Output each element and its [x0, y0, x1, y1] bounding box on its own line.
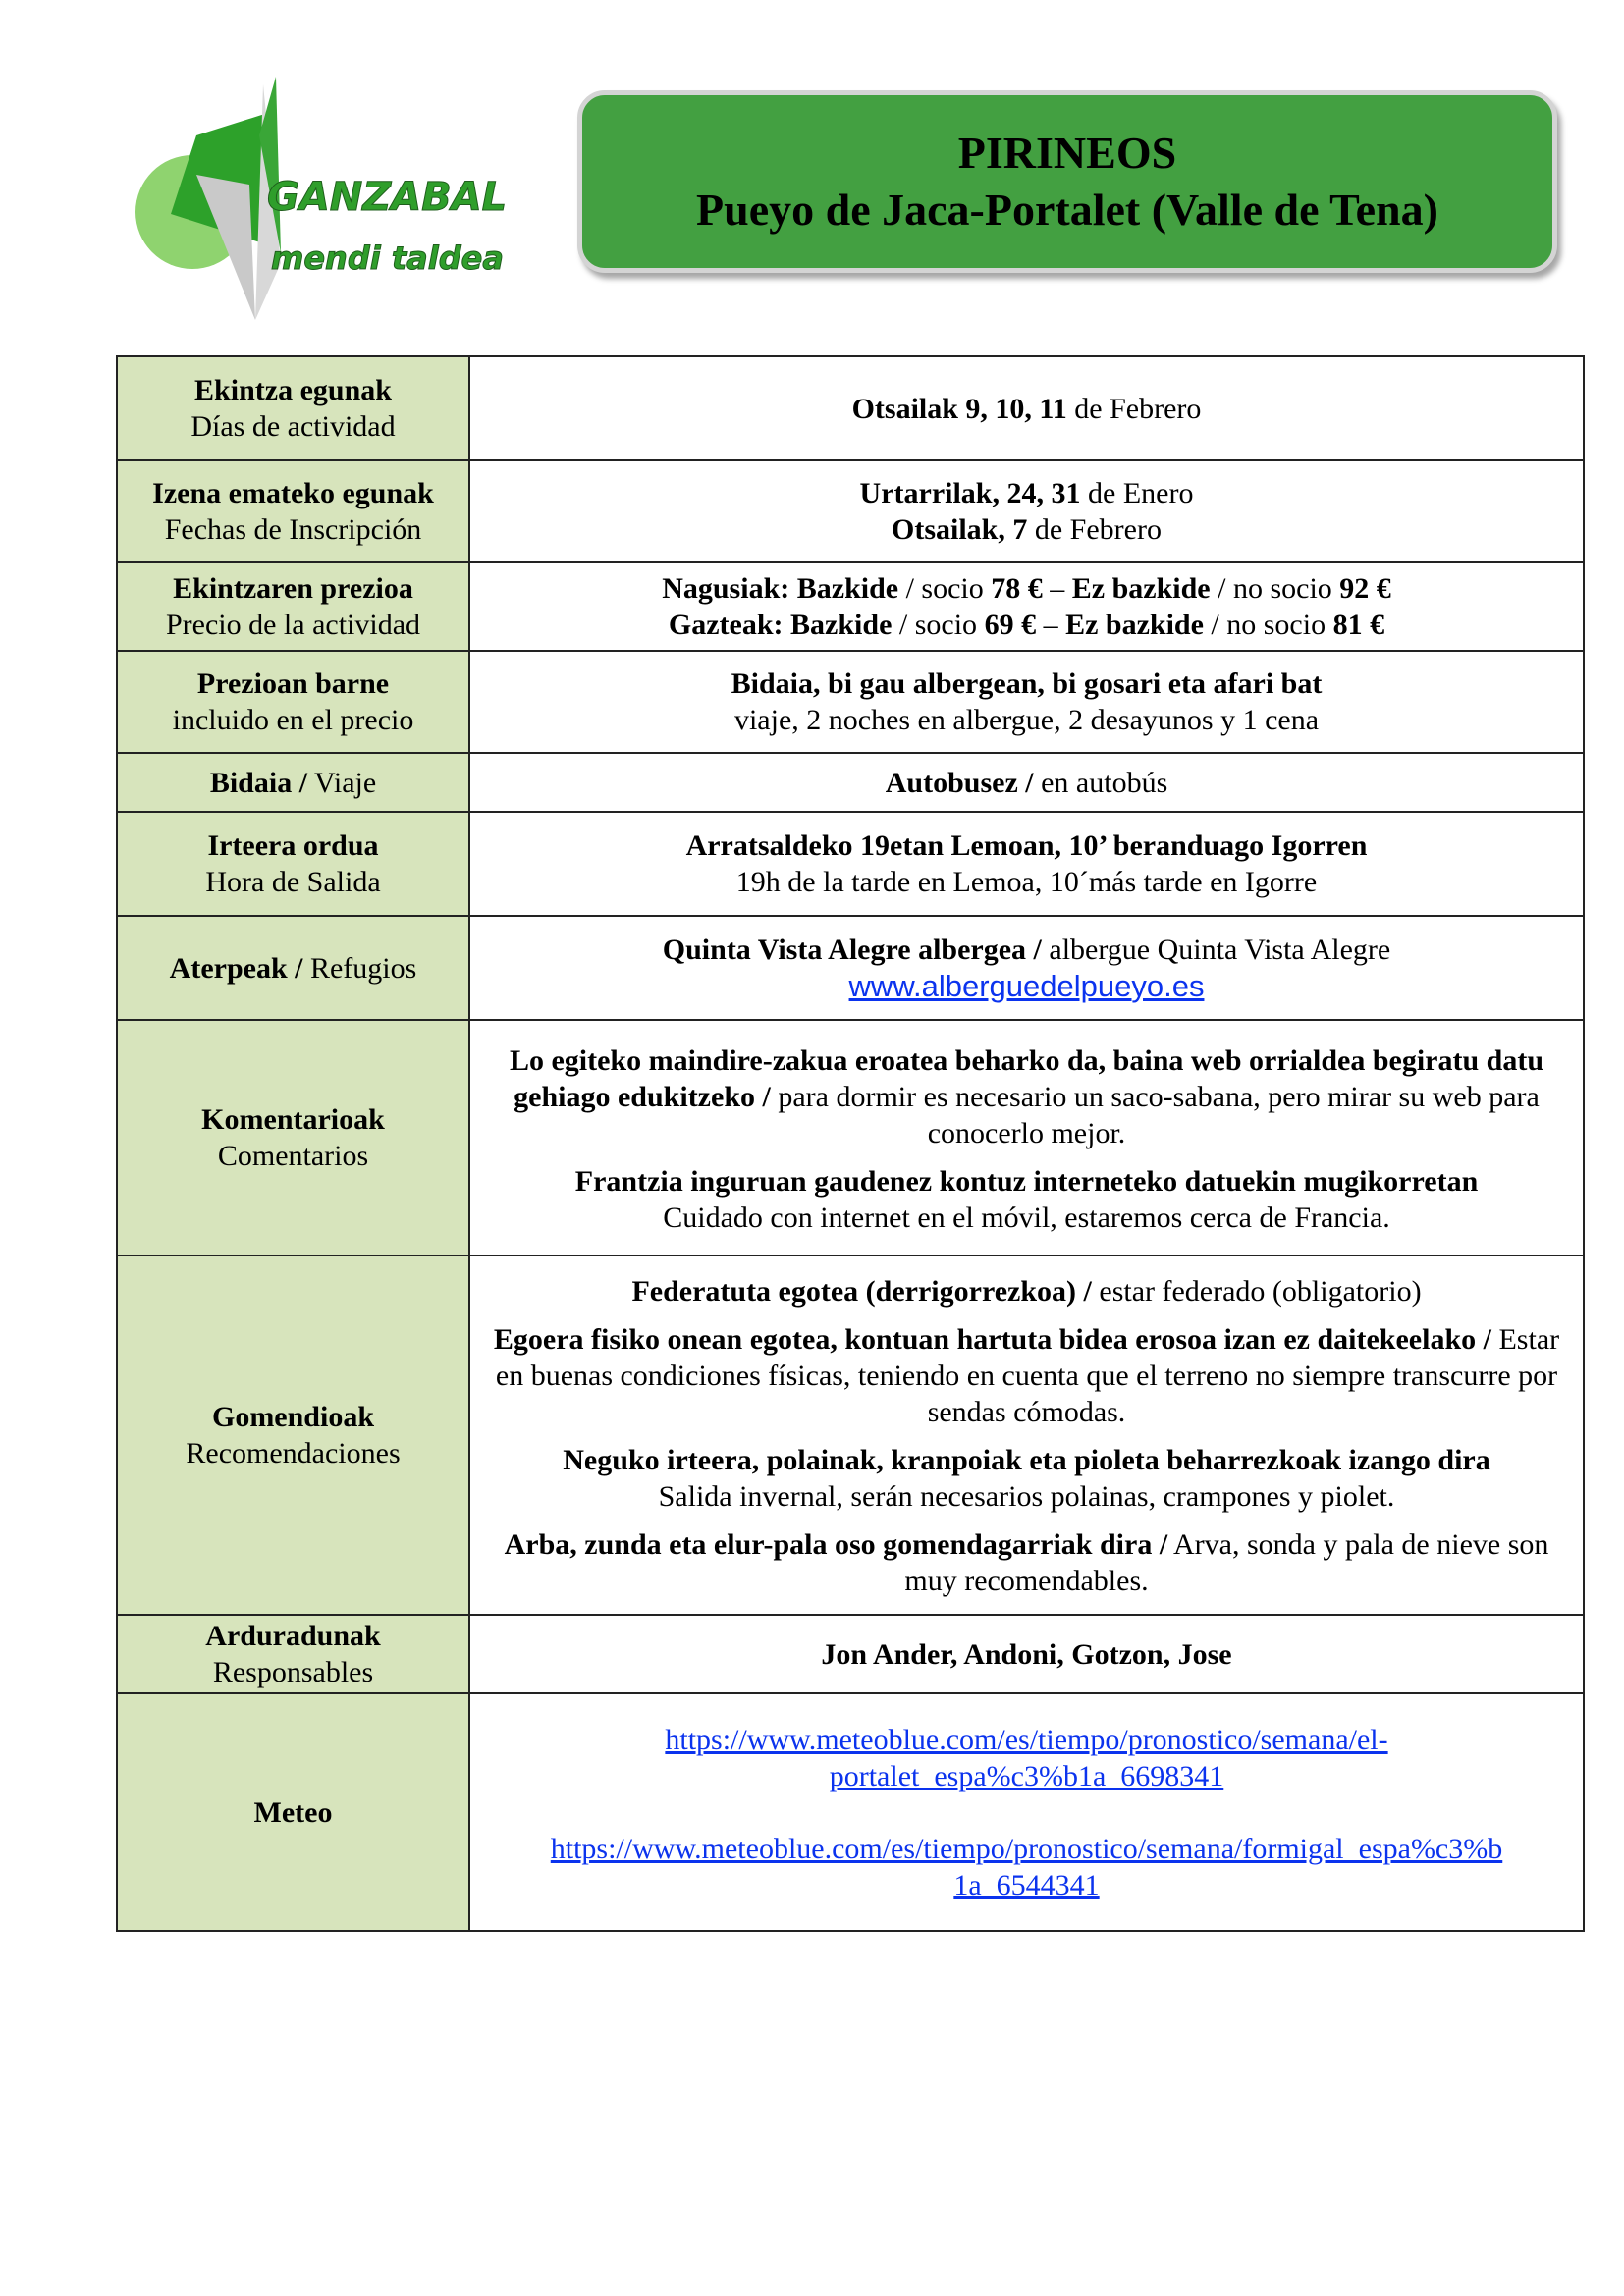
table-row: [117, 1615, 1584, 1693]
recommendation-paragraph: Neguko irteera, polainak, kranpoiak eta pioleta beharrezkoak izango dira Salida invernal, serán necesarios polainas, crampones y piolet.: [563, 1444, 1490, 1513]
row-label-eu: Arduradunak: [205, 1620, 381, 1652]
label-cell: [117, 1615, 469, 1693]
table-row: [117, 753, 1584, 812]
label-cell: [117, 460, 469, 562]
value-cell: [469, 356, 1584, 460]
registration-line1-es: de Enero: [1080, 477, 1194, 509]
row-label-es: Días de actividad: [190, 410, 396, 443]
value-cell: [469, 1020, 1584, 1255]
logo-text-mendi-taldea: mendi taldea: [271, 240, 504, 277]
table-row: [117, 651, 1584, 753]
table-row: [117, 1255, 1584, 1615]
registration-line2-es: de Febrero: [1027, 513, 1162, 546]
price-youth: Gazteak: Bazkide / socio 69 € – Ez bazkide / no socio 81 €: [668, 609, 1385, 641]
row-label-es: Precio de la actividad: [165, 609, 421, 641]
label-cell: [117, 562, 469, 651]
value-cell: [469, 753, 1584, 812]
table-row: [117, 356, 1584, 460]
refuge-eu: Quinta Vista Alegre albergea /: [662, 933, 1042, 966]
banner-title: PIRINEOS: [957, 128, 1177, 178]
row-label-eu: Bidaia /: [209, 766, 308, 799]
row-label-es: incluido en el precio: [172, 704, 414, 736]
logo-text-ganzabal: GANZABAL: [267, 175, 507, 220]
label-cell: [117, 753, 469, 812]
included-es: viaje, 2 noches en albergue, 2 desayunos y 1 cena: [733, 704, 1320, 736]
registration-line2-eu: Otsailak, 7: [892, 513, 1028, 546]
row-label-eu: Irteera ordua: [207, 829, 379, 862]
recommendation-paragraph: Egoera fisiko onean egotea, kontuan hartuta bidea erosoa izan ez daitekeelako / Estar en buenas condiciones físicas, teniendo en cuenta que el terreno no siempre transcurre por sendas cómodas.: [493, 1323, 1560, 1428]
ganzabal-logo: [134, 77, 507, 322]
row-label-es: Responsables: [212, 1656, 374, 1688]
label-cell: [117, 812, 469, 916]
recommendation-paragraph: Arba, zunda eta elur-pala oso gomendagarriak dira / Arva, sonda y pala de nieve son muy recomendables.: [504, 1528, 1549, 1597]
refuge-es: albergue Quinta Vista Alegre: [1041, 933, 1391, 966]
label-cell: [117, 356, 469, 460]
row-label-es: Comentarios: [217, 1140, 369, 1172]
recommendation-paragraph: Federatuta egotea (derrigorrezkoa) / estar federado (obligatorio): [631, 1275, 1422, 1308]
activity-info-table: [116, 355, 1585, 1932]
row-label-eu: Izena emateko egunak: [152, 477, 434, 509]
table-row: [117, 460, 1584, 562]
label-cell: [117, 916, 469, 1020]
mountain-logo-icon: [134, 77, 507, 322]
comment-paragraph: Frantzia inguruan gaudenez kontuz interneteko datuekin mugikorretan Cuidado con internet en el móvil, estaremos cerca de Francia.: [574, 1164, 1479, 1234]
row-label-es: Recomendaciones: [186, 1437, 401, 1469]
row-label-eu: Ekintza egunak: [194, 374, 392, 406]
row-label-es: Fechas de Inscripción: [164, 513, 422, 546]
value-cell: [469, 812, 1584, 916]
departure-eu: Arratsaldeko 19etan Lemoan, 10’ beranduago Igorren: [685, 829, 1368, 862]
label-cell: [117, 1255, 469, 1615]
meteo-link-formigal[interactable]: https://www.meteoblue.com/es/tiempo/pronostico/semana/formigal_espa%c3%b 1a_6544341: [550, 1832, 1503, 1901]
row-label-es: Hora de Salida: [205, 866, 381, 898]
meteo-link-portalet[interactable]: https://www.meteoblue.com/es/tiempo/pronostico/semana/el- portalet_espa%c3%b1a_6698341: [665, 1723, 1388, 1792]
table-row: [117, 916, 1584, 1020]
row-label-eu: Prezioan barne: [196, 667, 390, 700]
value-cell: [469, 651, 1584, 753]
value-cell: [469, 1255, 1584, 1615]
refuge-website-link[interactable]: www.alberguedelpueyo.es: [848, 968, 1205, 1003]
meteo-label: Meteo: [117, 1693, 469, 1931]
label-cell: [117, 651, 469, 753]
price-adults: Nagusiak: Bazkide / socio 78 € – Ez bazkide / no socio 92 €: [662, 572, 1391, 605]
value-cell: [469, 562, 1584, 651]
banner-subtitle: Pueyo de Jaca-Portalet (Valle de Tena): [696, 185, 1438, 235]
dates-value-eu: Otsailak 9, 10, 11: [851, 392, 1067, 425]
row-label-eu: Komentarioak: [201, 1103, 385, 1136]
table-row: [117, 1020, 1584, 1255]
label-cell: [117, 1020, 469, 1255]
included-eu: Bidaia, bi gau albergean, bi gosari eta afari bat: [731, 667, 1323, 700]
row-label-es: Refugios: [302, 951, 417, 985]
travel-eu: Autobusez /: [885, 766, 1034, 799]
departure-es: 19h de la tarde en Lemoa, 10´más tarde en Igorre: [735, 866, 1318, 898]
dates-value-es: de Febrero: [1066, 392, 1202, 425]
comment-paragraph: Lo egiteko maindire-zakua eroatea beharko da, baina web orrialdea begiratu datu gehiago edukitzeko / para dormir es necesario un saco-sabana, pero mirar su web para conocerlo mejor.: [509, 1043, 1544, 1149]
row-label-eu: Ekintzaren prezioa: [173, 572, 413, 605]
responsible-value: Jon Ander, Andoni, Gotzon, Jose: [469, 1615, 1584, 1693]
table-row: [117, 812, 1584, 916]
table-row: [117, 562, 1584, 651]
value-cell: [469, 1693, 1584, 1931]
row-label-eu: Gomendioak: [211, 1401, 375, 1433]
row-label-eu: Aterpeak /: [169, 951, 303, 985]
row-label-es: Viaje: [307, 766, 377, 799]
registration-line1-eu: Urtarrilak, 24, 31: [859, 477, 1081, 509]
title-banner: [577, 90, 1557, 273]
table-row: [117, 1693, 1584, 1931]
travel-es: en autobús: [1033, 766, 1168, 799]
value-cell: [469, 460, 1584, 562]
value-cell: [469, 916, 1584, 1020]
